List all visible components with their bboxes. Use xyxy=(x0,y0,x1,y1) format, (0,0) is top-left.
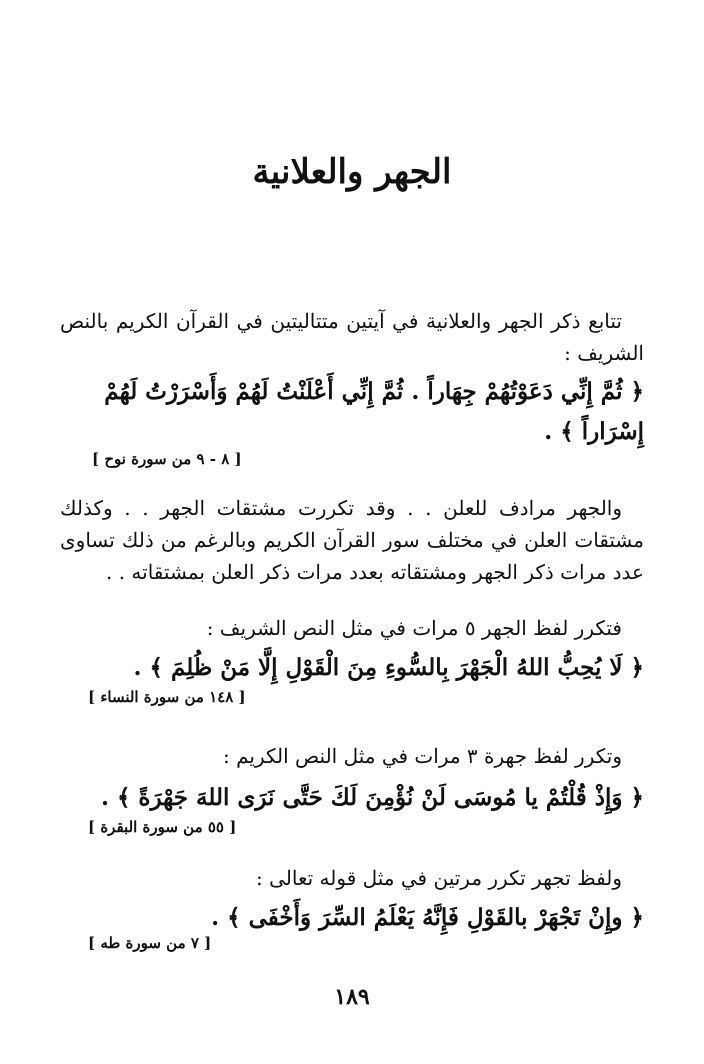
verse-reference-taha: [ ٧ من سورة طه ] xyxy=(88,934,212,952)
intro-text: تتابع ذكر الجهر والعلانية في آيتين متتاليتين في القرآن الكريم بالنص الشريف : xyxy=(60,309,644,365)
section-jahra-intro xyxy=(60,740,644,772)
verse-nisa: ﴿ لَا يُحِبُّ اللهُ الْجَهْرَ بِالسُّوءِ مِنَ الْقَوْلِ إِلَّا مَنْ ظُلِمَ ﴾ . xyxy=(133,654,644,681)
page-number: ١٨٩ xyxy=(334,984,370,1010)
section-tajhar-intro xyxy=(60,862,644,894)
verse-reference-nuh: [ ٨ - ٩ من سورة نوح ] xyxy=(92,450,242,468)
verse-reference-baqara: [ ٥٥ من سورة البقرة ] xyxy=(88,818,237,836)
verse-baqara: ﴿ وَإِذْ قُلْتُمْ يا مُوسَى لَنْ نُؤْمِنَ لَكَ حَتَّى نَرَى اللهَ جَهْرَةً ﴾ . xyxy=(100,784,644,811)
explanation-text: والجهر مرادف للعلن . . وقد تكررت مشتقات الجهر . . وكذلك مشتقات العلن في مختلف سور القرآن الكريم وبالرغم من ذلك تساوى عدد مرات ذكر الجهر ومشتقاته بعدد مرات ذكر العلن بمشتقاته . . xyxy=(60,496,644,584)
verse-nuh: ﴿ ثُمَّ إِنِّي دَعَوْتُهُمْ جِهَاراً . ثُمَّ إِنِّي أَعْلَنْتُ لَهُمْ وَأَسْرَرْتُ لَهُمْ إِسْرَاراً ﴾ . xyxy=(104,378,644,445)
section-jahr-intro xyxy=(60,612,644,644)
section-jahra-intro-text: وتكرر لفظ جهرة ٣ مرات في مثل النص الكريم : xyxy=(222,744,622,768)
verse-taha: ﴿ وإِنْ تَجْهَرْ بالقَوْلِ فَإِنَّهُ يَعْلَمُ السِّرَ وَأَخْفَى ﴾ . xyxy=(211,904,644,931)
intro-paragraph xyxy=(60,305,644,369)
page-title: الجهر والعلانية xyxy=(252,152,452,192)
section-tajhar-intro-text: ولفظ تجهر تكرر مرتين في مثل قوله تعالى : xyxy=(256,866,622,890)
explanation-paragraph xyxy=(60,492,644,588)
verse-reference-nisa: [ ١٤٨ من سورة النساء ] xyxy=(88,688,246,706)
section-jahr-intro-text: فتكرر لفظ الجهر ٥ مرات في مثل النص الشريف : xyxy=(206,616,622,640)
